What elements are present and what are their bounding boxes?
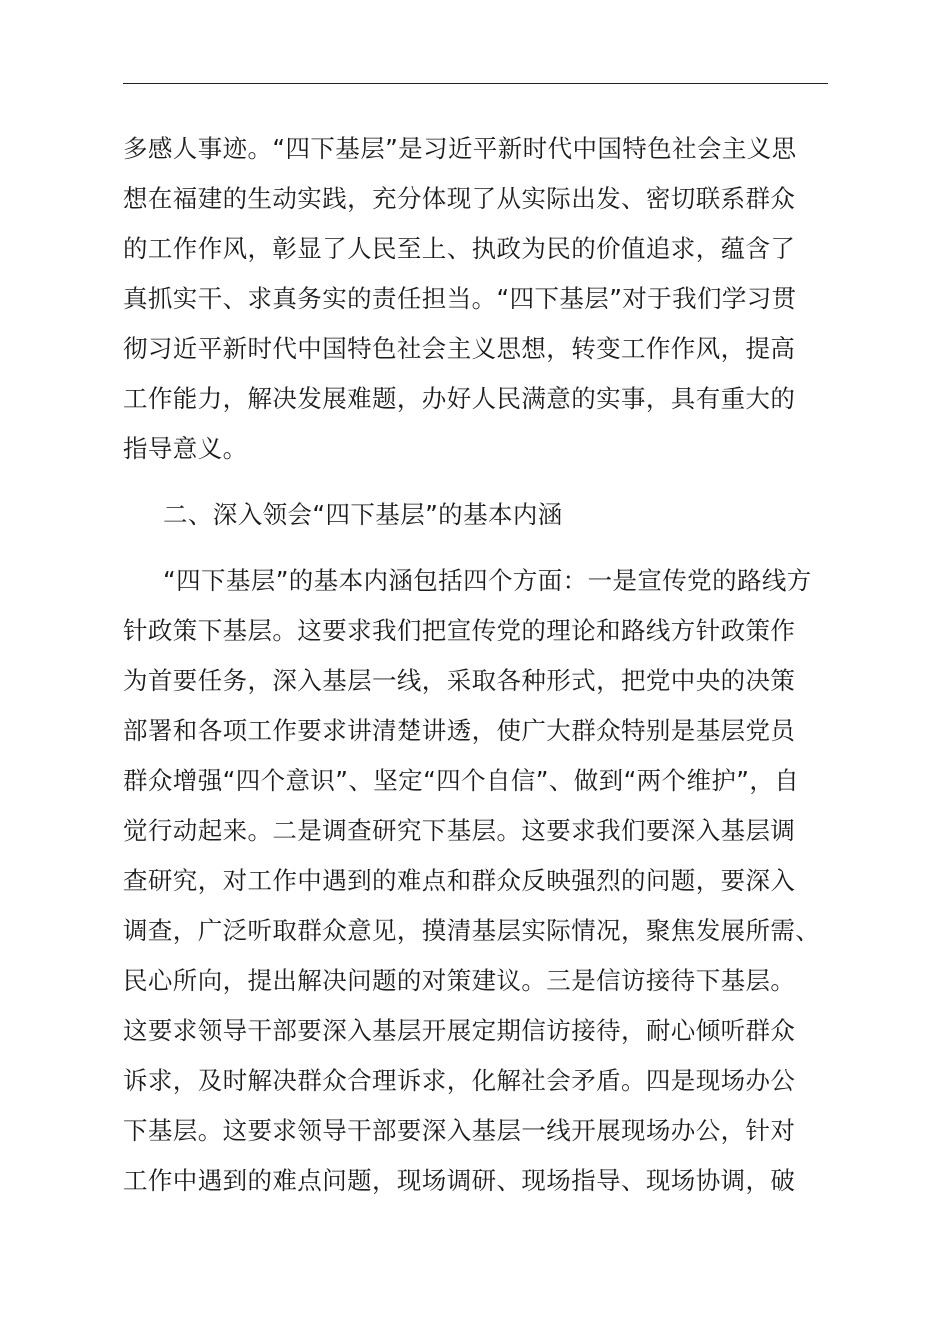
paragraph-line: 针政策下基层。这要求我们把宣传党的理论和路线方针政策作 xyxy=(123,616,796,645)
paragraph-line: 查研究，对工作中遇到的难点和群众反映强烈的问题，要深入 xyxy=(123,866,796,895)
paragraph-line: 想在福建的生动实践，充分体现了从实际出发、密切联系群众 xyxy=(123,184,796,213)
paragraph-line: 民心所向，提出解决问题的对策建议。三是信访接待下基层。 xyxy=(123,966,796,995)
paragraph-1 xyxy=(123,124,833,474)
paragraph-line: 部署和各项工作要求讲清楚讲透，使广大群众特别是基层党员 xyxy=(123,716,796,745)
paragraph-line: 调查，广泛听取群众意见，摸清基层实际情况，聚焦发展所需、 xyxy=(123,916,821,945)
paragraph-line: 工作能力，解决发展难题，办好人民满意的实事，具有重大的 xyxy=(123,384,796,413)
paragraph-line: 真抓实干、求真务实的责任担当。“四下基层”对于我们学习贯 xyxy=(123,284,797,313)
paragraph-line: 彻习近平新时代中国特色社会主义思想，转变工作作风，提高 xyxy=(123,334,796,363)
paragraph-line: 多感人事迹。“四下基层”是习近平新时代中国特色社会主义思 xyxy=(123,134,797,163)
section-heading: 二、深入领会“四下基层”的基本内涵 xyxy=(163,500,563,529)
paragraph-line: 这要求领导干部要深入基层开展定期信访接待，耐心倾听群众 xyxy=(123,1016,796,1045)
paragraph-line: 群众增强“四个意识”、坚定“四个自信”、做到“两个维护”，自 xyxy=(123,766,800,795)
paragraph-line: 为首要任务，深入基层一线，采取各种形式，把党中央的决策 xyxy=(123,666,796,695)
header-rule xyxy=(123,83,828,84)
paragraph-line: 觉行动起来。二是调查研究下基层。这要求我们要深入基层调 xyxy=(123,816,796,845)
paragraph-line: 指导意义。 xyxy=(123,434,248,463)
paragraph-2 xyxy=(123,556,833,1206)
document-body xyxy=(123,124,833,1206)
paragraph-line: 工作中遇到的难点问题，现场调研、现场指导、现场协调，破 xyxy=(123,1166,796,1195)
paragraph-line: 的工作作风，彰显了人民至上、执政为民的价值追求，蕴含了 xyxy=(123,234,796,263)
paragraph-line: 下基层。这要求领导干部要深入基层一线开展现场办公，针对 xyxy=(123,1116,796,1145)
paragraph-line: “四下基层”的基本内涵包括四个方面：一是宣传党的路线方 xyxy=(163,566,812,595)
paragraph-line: 诉求，及时解决群众合理诉求，化解社会矛盾。四是现场办公 xyxy=(123,1066,796,1095)
